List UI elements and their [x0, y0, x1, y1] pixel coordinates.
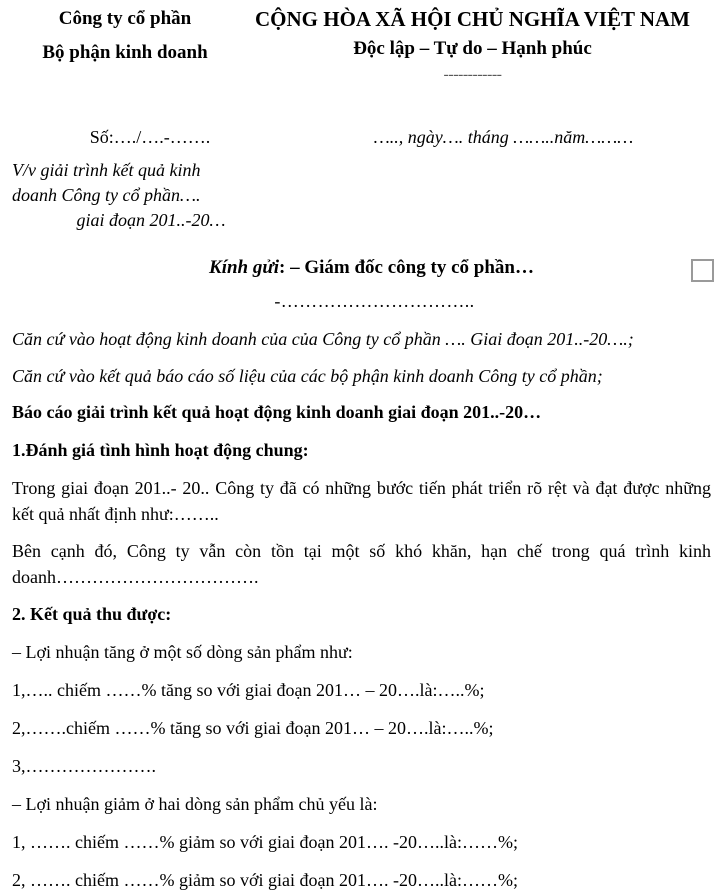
organization-department: Bộ phận kinh doanh [42, 42, 208, 63]
recipient-value: : – Giám đốc công ty cổ phần… [279, 257, 534, 278]
decrease-intro: – Lợi nhuận giảm ở hai dòng sản phẩm chủ yếu là: [12, 794, 378, 814]
national-heading-block [250, 6, 725, 83]
document-header [0, 0, 725, 83]
recipient-block [0, 255, 725, 312]
increase-item: 1,….. chiếm ……% tăng so với giai đoạn 201… – 20….là:…..%; [12, 680, 485, 700]
organization-name: Công ty cổ phần [58, 8, 192, 29]
subject-line-3: giai đoạn 201..-20… [76, 210, 226, 230]
increase-item: 3,…………………. [12, 756, 156, 776]
national-motto: Độc lập – Tự do – Hạnh phúc [353, 38, 592, 59]
decrease-item: 1, ……. chiếm ……% giảm so với giai đoạn 201…. -20…..là:……%; [12, 832, 518, 852]
national-title: CỘNG HÒA XÃ HỘI CHỦ NGHĨA VIỆT NAM [254, 7, 691, 31]
subject-block [12, 158, 272, 233]
recipient-dots: -………………………….. [274, 291, 475, 311]
subject-line-2: doanh Công ty cổ phần…. [12, 185, 201, 205]
document-body [0, 326, 725, 893]
report-title: Báo cáo giải trình kết quả hoạt động kinh doanh giai đoạn 201..-20… [12, 402, 542, 422]
document-date: ….., ngày…. tháng ……..năm……… [373, 127, 634, 147]
section-1-paragraph-1: Trong giai đoạn 201..- 20.. Công ty đã có những bước tiến phát triển rõ rệt và đạt được những kết quả nhất định như:…….. [12, 478, 711, 524]
organization-block [0, 6, 250, 66]
decrease-item: 2, ……. chiếm ……% giảm so với giai đoạn 201…. -20…..là:……%; [12, 870, 518, 890]
subject-line-1: V/v giải trình kết quả kinh [12, 160, 201, 180]
recipient-line [18, 255, 725, 281]
recipient-label: Kính gửi [209, 257, 280, 278]
checkbox-square[interactable] [691, 259, 714, 282]
reference-row [0, 125, 725, 149]
section-1-paragraph-2: Bên cạnh đó, Công ty vẫn còn tồn tại một số khó khăn, hạn chế trong quá trình kinh doanh……………………………. [12, 541, 711, 587]
section-2-heading: 2. Kết quả thu được: [12, 604, 172, 624]
document-number: Số:…./….-……. [89, 127, 211, 147]
increase-item: 2,…….chiếm ……% tăng so với giai đoạn 201… – 20….là:…..%; [12, 718, 494, 738]
basis-paragraph-1: Căn cứ vào hoạt động kinh doanh của của Công ty cổ phần …. Giai đoạn 201..-20….; [12, 329, 634, 349]
increase-intro: – Lợi nhuận tăng ở một số dòng sản phẩm như: [12, 642, 353, 662]
basis-paragraph-2: Căn cứ vào kết quả báo cáo số liệu của các bộ phận kinh doanh Công ty cổ phần; [12, 366, 603, 386]
divider-dashes: ------------ [443, 66, 502, 83]
section-1-heading: 1.Đánh giá tình hình hoạt động chung: [12, 440, 309, 460]
